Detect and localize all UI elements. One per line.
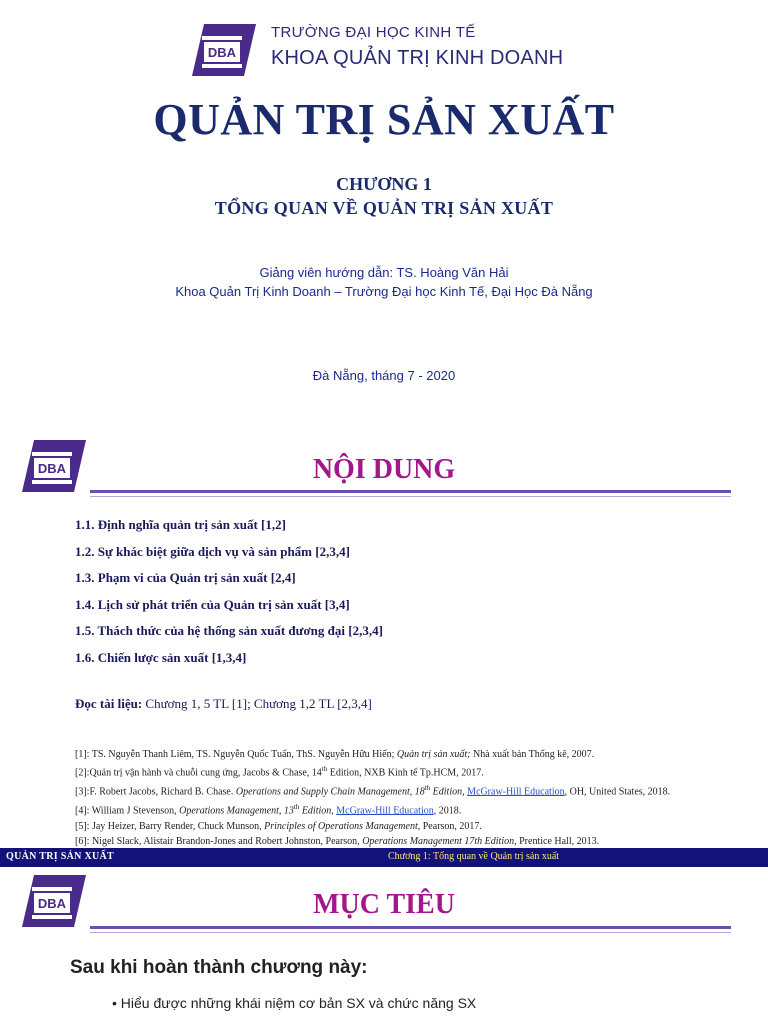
slide-heading: MỤC TIÊU: [313, 889, 455, 920]
reading-label: Đọc tài liệu:: [75, 696, 143, 711]
bullet-icon: •: [112, 995, 117, 1011]
objectives-slide: [0, 867, 768, 1024]
reading-note: [75, 696, 372, 712]
course-title: QUẢN TRỊ SẢN XUẤT: [153, 95, 615, 144]
footer-chapter: Chương 1: Tổng quan về Quản trị sản xuất: [388, 851, 560, 862]
chapter-title: TỔNG QUAN VỀ QUẢN TRỊ SẢN XUẤT: [214, 198, 554, 218]
svg-text:DBA: DBA: [37, 461, 67, 476]
reference-item: [3]:F. Robert Jacobs, Richard B. Chase. Operations and Supply Chain Management, 18th Edition, McGraw-Hill Education, OH, United States, 2018.: [75, 784, 671, 798]
reference-item: [4]: William J Stevenson, Operations Management, 13th Edition, McGraw-Hill Education, 2018.: [75, 802, 462, 817]
reading-text: Chương 1, 5 TL [1]; Chương 1,2 TL [2,3,4]: [142, 696, 372, 711]
contents-item: 1.5. Thách thức của hệ thống sản xuất đương đại [2,3,4]: [75, 623, 383, 638]
lecturer-line: Giảng viên hướng dẫn: TS. Hoàng Văn Hải: [259, 265, 509, 280]
reference-list: [75, 747, 670, 849]
university-name: TRƯỜNG ĐẠI HỌC KINH TẾ: [271, 24, 476, 41]
faculty-header: KHOA QUẢN TRỊ KINH DOANH: [271, 47, 564, 69]
publisher-link[interactable]: McGraw-Hill Education: [336, 805, 434, 817]
reference-item: [5]: Jay Heizer, Barry Render, Chuck Munson, Principles of Operations Management, Pearson, 2017.: [75, 820, 482, 832]
publisher-link[interactable]: McGraw-Hill Education: [467, 786, 565, 798]
heading-rule-thin: [90, 932, 731, 933]
contents-list: [75, 515, 383, 674]
dbai-logo-icon: [190, 22, 258, 78]
reference-item: [1]: TS. Nguyễn Thanh Liêm, TS. Nguyễn Quốc Tuấn, ThS. Nguyễn Hữu Hiển; Quản trị sản xuất; Nhà xuất bản Thống kê, 2007.: [75, 749, 595, 760]
objective-text: Hiểu được những khái niệm cơ bản SX và chức năng SX: [120, 995, 477, 1011]
contents-item: 1.6. Chiến lược sản xuất [1,3,4]: [75, 649, 247, 665]
title-slide: [0, 0, 768, 418]
contents-slide: [0, 420, 768, 862]
slide-heading: NỘI DUNG: [312, 454, 456, 485]
slide-footer: [0, 848, 768, 867]
svg-text:DBA: DBA: [207, 45, 237, 60]
objective-item: [112, 995, 476, 1011]
heading-rule: [90, 926, 731, 929]
contents-item: 1.1. Định nghĩa quản trị sản xuất [1,2]: [75, 517, 286, 532]
reference-item: [6]: Nigel Slack, Alistair Brandon-Jones and Robert Johnston, Pearson, Operations Management 17th Edition, Prentice Hall, 2013.: [75, 836, 600, 848]
heading-rule-thin: [90, 496, 731, 497]
reference-item: [2]:Quản trị vận hành và chuỗi cung ứng, Jacobs & Chase, 14th Edition, NXB Kinh tế Tp.HCM, 2017.: [75, 765, 484, 779]
objectives-intro: Sau khi hoàn thành chương này:: [70, 957, 368, 978]
faculty-line: Khoa Quản Trị Kinh Doanh – Trường Đại học Kinh Tế, Đại Học Đà Nẵng: [175, 284, 593, 299]
place-date: Đà Nẵng, tháng 7 - 2020: [312, 368, 456, 383]
footer-course: QUẢN TRỊ SẢN XUẤT: [6, 851, 114, 862]
svg-text:DBA: DBA: [37, 896, 67, 911]
contents-item: 1.4. Lịch sử phát triển của Quản trị sản xuất [3,4]: [75, 596, 350, 612]
contents-item: 1.2. Sự khác biệt giữa dịch vụ và sản phẩm [2,3,4]: [75, 543, 350, 559]
chapter-number: CHƯƠNG 1: [336, 174, 432, 194]
contents-item: 1.3. Phạm vi của Quản trị sản xuất [2,4]: [75, 570, 296, 585]
heading-rule: [90, 490, 731, 493]
